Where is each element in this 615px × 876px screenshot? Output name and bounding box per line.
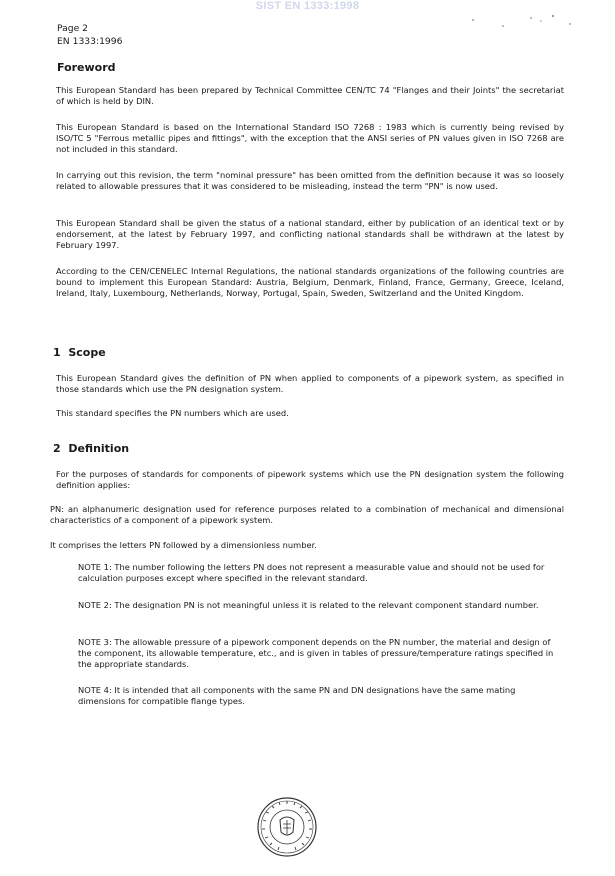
- note: NOTE 1: The number following the letters PN does not represent a measurable value and should not be used for calculation purposes except where specified in the relevant standard.: [78, 562, 545, 584]
- definition-paragraph: For the purposes of standards for components of pipework systems which use the PN designation system the following definition applies:: [56, 469, 564, 491]
- section-number: 1: [53, 346, 61, 359]
- scan-specks: [465, 6, 595, 36]
- note: NOTE 4: It is intended that all components with the same PN and DN designations have the same mating dimensions for compatible flange types.: [78, 685, 516, 707]
- section-title-text: Scope: [68, 346, 106, 359]
- official-seal-icon: [256, 796, 318, 858]
- scope-paragraph: This standard specifies the PN numbers which are used.: [56, 408, 289, 418]
- watermark: SIST EN 1333:1998: [255, 0, 360, 12]
- definition-paragraph: PN: an alphanumeric designation used for reference purposes related to a combination of mechanical and dimensional characteristics of a component of a pipework system.: [50, 504, 564, 526]
- foreword-paragraph: In carrying out this revision, the term "nominal pressure" has been omitted from the definition because it was so loosely related to allowable pressures that it was considered to be misleading, instead the term "PN" is now used.: [56, 170, 564, 192]
- foreword-heading: Foreword: [57, 61, 116, 74]
- foreword-paragraph: This European Standard has been prepared by Technical Committee CEN/TC 74 "Flanges and their Joints" the secretariat of which is held by DIN.: [56, 85, 564, 107]
- scope-paragraph: This European Standard gives the definition of PN when applied to components of a pipework system, as specified in those standards which use the PN designation system.: [56, 373, 564, 395]
- foreword-paragraph: According to the CEN/CENELEC Internal Regulations, the national standards organizations of the following countries are bound to implement this European Standard: Austria, Belgium, Denmark, Finland, France, Germany, Greece, Iceland, Ireland, Italy, Luxembourg, Netherlands, Norway, Portugal, Spain, Sweden, Switzerland and the United Kingdom.: [56, 266, 564, 299]
- note: NOTE 3: The allowable pressure of a pipework component depends on the PN number, the material and design of the component, its allowable temperature, etc., and is given in tables of pressure/temperature ratings specified in the appropriate standards.: [78, 637, 554, 670]
- page-header: [57, 23, 122, 48]
- page-number: Page 2: [57, 23, 89, 34]
- document-id: EN 1333:1996: [57, 35, 123, 47]
- section-number: 2: [53, 442, 61, 455]
- note: NOTE 2: The designation PN is not meaningful unless it is related to the relevant component standard number.: [78, 600, 539, 610]
- scope-heading: [53, 346, 106, 359]
- foreword-paragraph: This European Standard is based on the International Standard ISO 7268 : 1983 which is currently being revised by ISO/TC 5 "Ferrous metallic pipes and fittings", with the exception that the ANSI series of PN values given in ISO 7268 are not included in this standard.: [56, 122, 564, 155]
- section-title-text: Definition: [68, 442, 130, 455]
- definition-paragraph: It comprises the letters PN followed by a dimensionless number.: [50, 540, 317, 550]
- definition-heading: [53, 442, 129, 455]
- foreword-paragraph: This European Standard shall be given the status of a national standard, either by publication of an identical text or by endorsement, at the latest by February 1997, and conflicting national standards shall be withdrawn at the latest by February 1997.: [56, 218, 564, 251]
